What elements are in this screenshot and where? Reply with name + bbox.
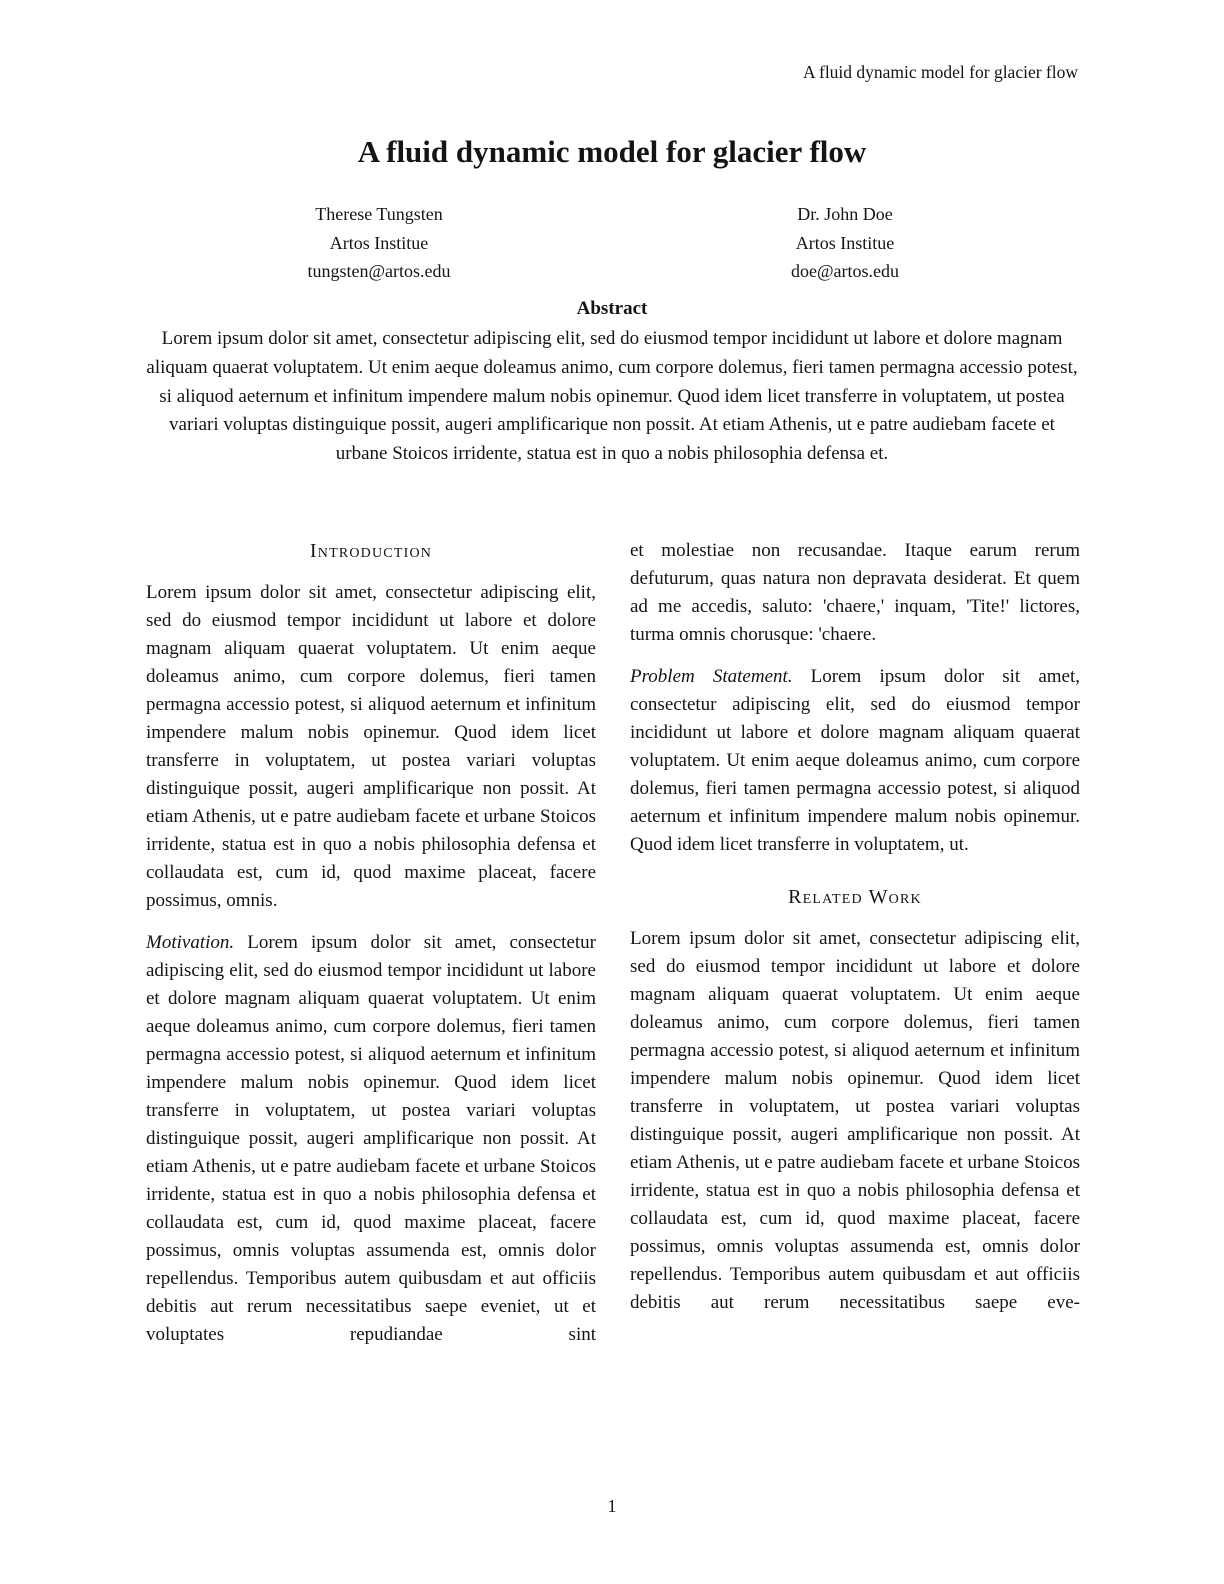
authors-section [146, 200, 1078, 286]
paragraph-problem-statement [630, 663, 1080, 859]
page-number: 1 [607, 1496, 617, 1516]
author-affiliation: Artos Institue [329, 232, 429, 253]
section-heading-related-work: Related Work [788, 886, 922, 908]
motivation-lead: Motivation. [146, 932, 235, 953]
left-column [146, 537, 596, 1349]
paragraph-motivation-text: Lorem ipsum dolor sit amet, consectetur adipiscing elit, sed do eiusmod tempor incididunt ut labore et dolore magnam aliquam quaerat voluptatem. Ut enim aeque doleamus animo, cum corpore dolemus, fieri tamen permagna accessio potest, si aliquod aeternum et infinitum impendere malum nobis opinemur. Quod idem licet transferre in voluptatem, ut postea variari voluptas distinguique possit, augeri amplificarique non possit. At etiam Athenis, ut e patre audiebam facete et urbane Stoicos irridente, statua est in quo a nobis philosophia defensa et collaudata est, cum id, quod maxime placeat, facere possimus, omnis voluptas assumenda est, omnis dolor repellendus. Temporibus autem quibusdam et aut officiis debitis aut rerum necessitatibus saepe eveniet, ut et voluptates repudiandae sint [146, 932, 597, 1345]
abstract-heading: Abstract [576, 298, 648, 319]
section-heading-introduction: Introduction [309, 540, 433, 562]
author-name: Dr. John Doe [797, 204, 893, 224]
paragraph-problem-statement-text: Lorem ipsum dolor sit amet, consectetur adipiscing elit, sed do eiusmod tempor incididunt ut labore et dolore magnam aliquam quaerat voluptatem. Ut enim aeque doleamus animo, cum corpore dolemus, fieri tamen permagna accessio potest, si aliquod aeternum et infinitum impendere malum nobis opinemur. Quod idem licet transferre in voluptatem, ut. [630, 666, 1081, 855]
author-card [146, 200, 612, 286]
paragraph-motivation-continued: et molestiae non recusandae. Itaque earum rerum defuturum, quas natura non depravata desiderat. Et quem ad me accedis, saluto: 'chaere,' inquam, 'Tite!' lictores, turma omnis chorusque: 'chaere. [630, 540, 1080, 645]
author-name: Therese Tungsten [315, 204, 443, 224]
author-email: doe@artos.edu [790, 261, 900, 281]
paragraph-related-work: Lorem ipsum dolor sit amet, consectetur adipiscing elit, sed do eiusmod tempor incididunt ut labore et dolore magnam aliquam quaerat voluptatem. Ut enim aeque doleamus animo, cum corpore dolemus, fieri tamen permagna accessio potest, si aliquod aeternum et infinitum impendere malum nobis opinemur. Quod idem licet transferre in voluptatem, ut postea variari voluptas distinguique possit, augeri amplificarique non possit. At etiam Athenis, ut e patre audiebam facete et urbane Stoicos irridente, statua est in quo a nobis philosophia defensa et collaudata est, cum id, quod maxime placeat, facere possimus, omnis voluptas assumenda est, omnis dolor repellendus. Temporibus autem quibusdam et aut officiis debitis aut rerum necessitatibus saepe eve- [630, 928, 1080, 1313]
abstract-text: Lorem ipsum dolor sit amet, consectetur adipiscing elit, sed do eiusmod tempor incididunt ut labore et dolore magnam aliquam quaerat voluptatem. Ut enim aeque doleamus animo, cum corpore dolemus, fieri tamen permagna accessio potest, si aliquod aeternum et infinitum impendere malum nobis opinemur. Quod idem licet transferre in voluptatem, ut postea variari voluptas distinguique possit, augeri amplificarique non possit. At etiam Athenis, ut e patre audiebam facete et urbane Stoicos irridente, statua est in quo a nobis philosophia defensa et. [146, 328, 1078, 465]
running-header: A fluid dynamic model for glacier flow [802, 62, 1078, 82]
paper-title: A fluid dynamic model for glacier flow [357, 134, 867, 169]
paragraph-motivation [146, 929, 596, 1349]
author-card [612, 200, 1078, 286]
paragraph-introduction: Lorem ipsum dolor sit amet, consectetur adipiscing elit, sed do eiusmod tempor incididunt ut labore et dolore magnam aliquam quaerat voluptatem. Ut enim aeque doleamus animo, cum corpore dolemus, fieri tamen permagna accessio potest, si aliquod aeternum et infinitum impendere malum nobis opinemur. Quod idem licet transferre in voluptatem, ut postea variari voluptas distinguique possit, augeri amplificarique non possit. At etiam Athenis, ut e patre audiebam facete et urbane Stoicos irridente, statua est in quo a nobis philosophia defensa et collaudata est, cum id, quod maxime placeat, facere possimus, omnis. [146, 582, 596, 911]
right-column [630, 537, 1080, 1317]
author-email: tungsten@artos.edu [307, 261, 451, 281]
author-affiliation: Artos Institue [795, 232, 895, 253]
problem-statement-lead: Problem Statement. [630, 666, 793, 687]
